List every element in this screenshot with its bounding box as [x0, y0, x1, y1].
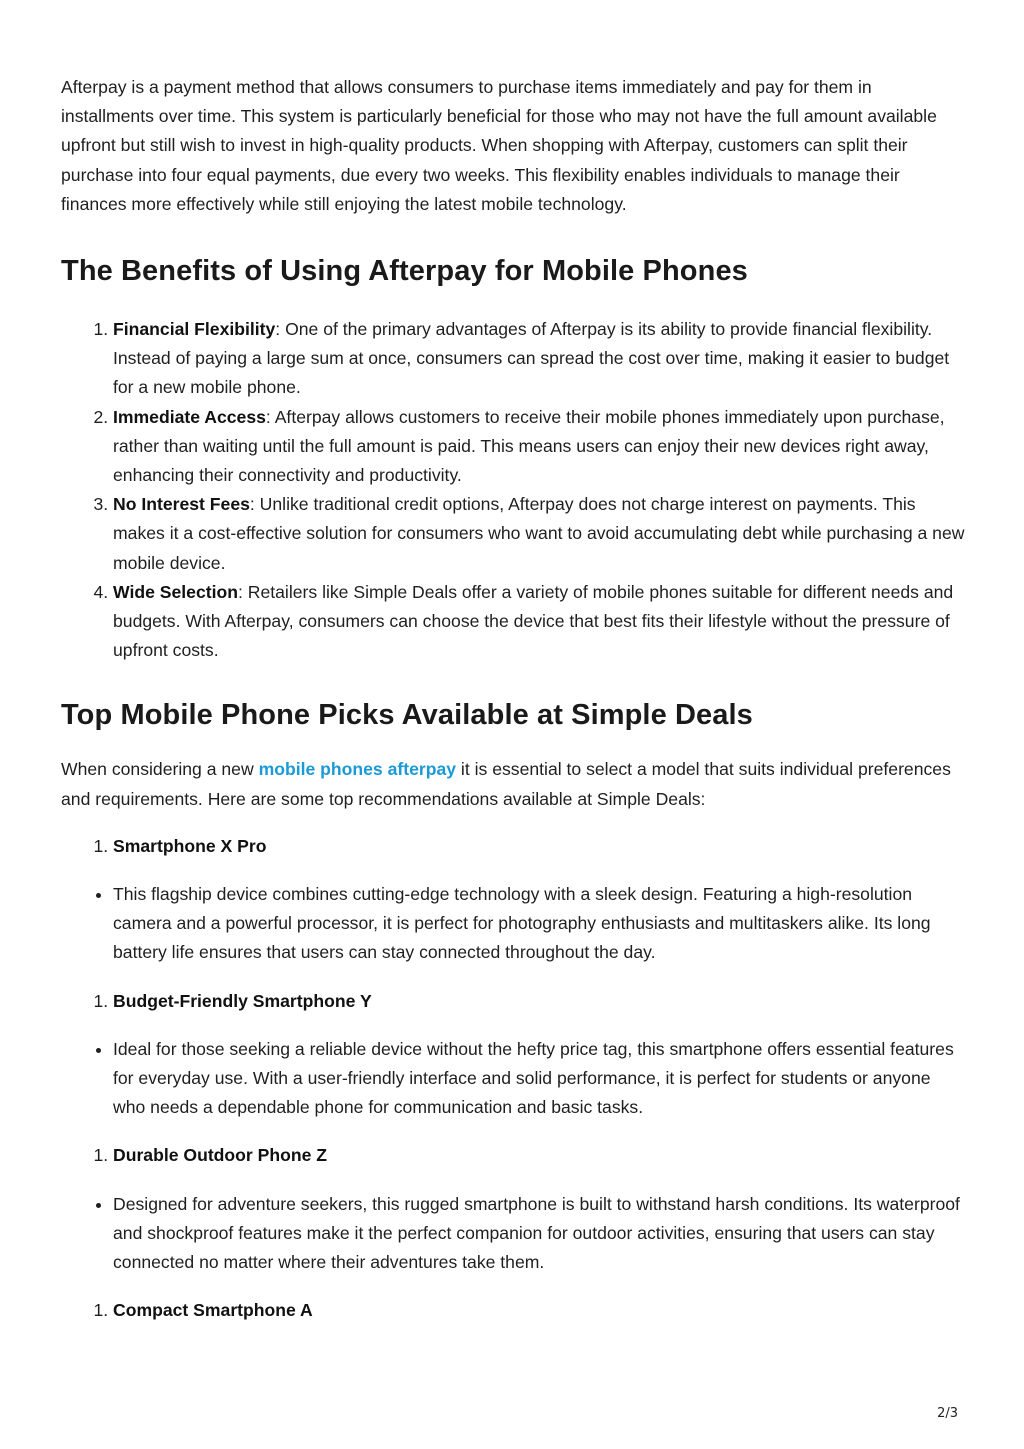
list-item [113, 832, 966, 861]
pick-title: Budget-Friendly Smartphone Y [113, 990, 372, 1011]
article-body [61, 73, 966, 1345]
benefits-list [61, 315, 966, 665]
list-item [113, 490, 966, 578]
list-item: • Ideal for those seeking a reliable device without the hefty price tag, this smartphone offers essential features for everyday use. With a user-friendly interface and solid performance, it is perfect for students or anyone who needs a dependable phone for communication and basic tasks. [113, 1035, 966, 1123]
pick-title-list [61, 1296, 966, 1325]
list-item: • Designed for adventure seekers, this rugged smartphone is built to withstand harsh conditions. Its waterproof and shockproof features make it the perfect companion for outdoor activities, ensuring that users can stay connected no matter where their adventures take them. [113, 1190, 966, 1278]
mobile-phones-afterpay-link[interactable]: mobile phones afterpay [258, 759, 457, 780]
list-item: • This flagship device combines cutting-edge technology with a sleek design. Featuring a high-resolution camera and a powerful processor, it is perfect for photography enthusiasts and multitaskers alike. Its long battery life ensures that users can stay connected throughout the day. [113, 880, 966, 968]
pick-title-list [61, 832, 966, 861]
list-item [113, 987, 966, 1016]
list-item [113, 578, 966, 666]
list-item [113, 1141, 966, 1170]
pick-description-list [61, 1190, 966, 1278]
picks-heading: Top Mobile Phone Picks Available at Simple Deals [61, 699, 753, 732]
list-item [113, 403, 966, 491]
pick-title: Smartphone X Pro [113, 835, 267, 856]
benefit-title: Immediate Access [113, 406, 266, 427]
page-number: 2/3 [937, 1406, 958, 1421]
benefit-title: Wide Selection [113, 581, 238, 602]
list-item [113, 315, 966, 403]
benefit-text: : Retailers like Simple Deals offer a variety of mobile phones suitable for different needs and budgets. With Afterpay, consumers can choose the device that best fits their lifestyle without the pressure of upfront costs. [113, 581, 954, 661]
lead-text-after: it is essential to select a model that suits individual preferences and requirements. Here are some top recommendations available at Simple Deals: [61, 759, 951, 809]
benefit-title: Financial Flexibility [113, 319, 276, 340]
benefit-text: : Afterpay allows customers to receive their mobile phones immediately upon purchase, rather than waiting until the full amount is paid. This means users can enjoy their new devices right away, enhancing their connectivity and productivity. [113, 406, 945, 486]
benefits-heading: The Benefits of Using Afterpay for Mobile Phones [61, 255, 748, 288]
pick-description-list [61, 1035, 966, 1123]
benefit-text: : One of the primary advantages of Afterpay is its ability to provide financial flexibility. Instead of paying a large sum at once, consumers can spread the cost over time, making it easier to budget for a new mobile phone. [113, 319, 950, 398]
pick-description-list [61, 880, 966, 968]
pick-title-list [61, 987, 966, 1016]
list-item [113, 1296, 966, 1325]
pick-title: Durable Outdoor Phone Z [113, 1145, 328, 1166]
benefit-text: : Unlike traditional credit options, Afterpay does not charge interest on payments. This makes it a cost-effective solution for consumers who want to avoid accumulating debt while purchasing a new mobile device. [113, 494, 965, 573]
picks-lead-paragraph [61, 755, 966, 813]
pick-title: Compact Smartphone A [113, 1300, 313, 1321]
pick-title-list [61, 1141, 966, 1170]
intro-paragraph: Afterpay is a payment method that allows consumers to purchase items immediately and pay for them in installments over time. This system is particularly beneficial for those who may not have the full amount available upfront but still wish to invest in high-quality products. When shopping with Afterpay, customers can split their purchase into four equal payments, due every two weeks. This flexibility enables individuals to manage their finances more effectively while still enjoying the latest mobile technology. [61, 77, 937, 214]
benefit-title: No Interest Fees [113, 494, 250, 515]
lead-text-before: When considering a new [61, 759, 259, 780]
